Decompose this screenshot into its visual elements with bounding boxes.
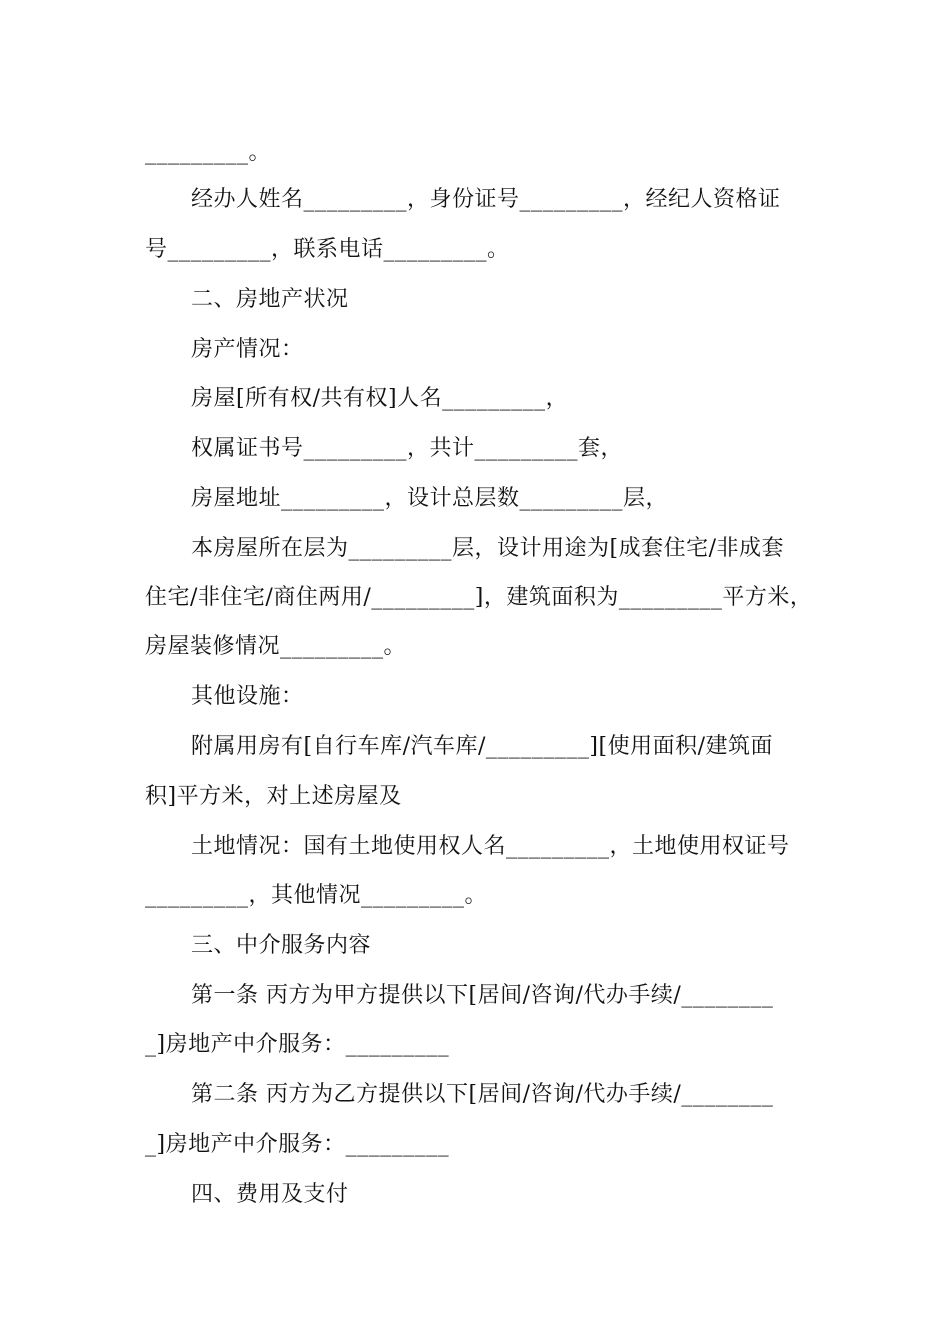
text-line: 本房屋所在层为_________层，设计用途为[成套住宅/非成套	[191, 536, 784, 561]
text-line: 土地情况：国有土地使用权人名_________，土地使用权证号	[191, 834, 790, 859]
text-line: 住宅/非住宅/商住两用/_________]，建筑面积为_________平方米，	[145, 585, 813, 610]
text-line: 房屋地址_________，设计总层数_________层，	[191, 486, 669, 511]
text-line: 权属证书号_________，共计_________套，	[191, 436, 624, 461]
text-line: 经办人姓名_________，身份证号_________，经纪人资格证	[191, 187, 781, 212]
section-heading: 二、房地产状况	[191, 287, 349, 312]
text-line: 房产情况：	[191, 337, 304, 362]
text-line: 号_________，联系电话_________。	[145, 237, 510, 262]
text-line: 其他设施：	[191, 684, 304, 709]
text-line: _________。	[145, 140, 272, 165]
text-line: _]房地产中介服务：_________	[145, 1032, 450, 1057]
text-line: 第二条 丙方为乙方提供以下[居间/咨询/代办手续/________	[191, 1082, 774, 1107]
text-line: _]房地产中介服务：_________	[145, 1132, 450, 1157]
text-line: 附属用房有[自行车库/汽车库/_________][使用面积/建筑面	[191, 734, 773, 759]
section-heading: 三、中介服务内容	[191, 933, 372, 958]
section-heading: 四、费用及支付	[191, 1182, 349, 1207]
text-line: 房屋装修情况_________。	[145, 634, 407, 659]
text-line: 房屋[所有权/共有权]人名_________，	[191, 386, 569, 411]
text-line: 积]平方米，对上述房屋及	[145, 784, 402, 809]
text-line: _________，其他情况_________。	[145, 883, 488, 908]
text-line: 第一条 丙方为甲方提供以下[居间/咨询/代办手续/________	[191, 983, 774, 1008]
